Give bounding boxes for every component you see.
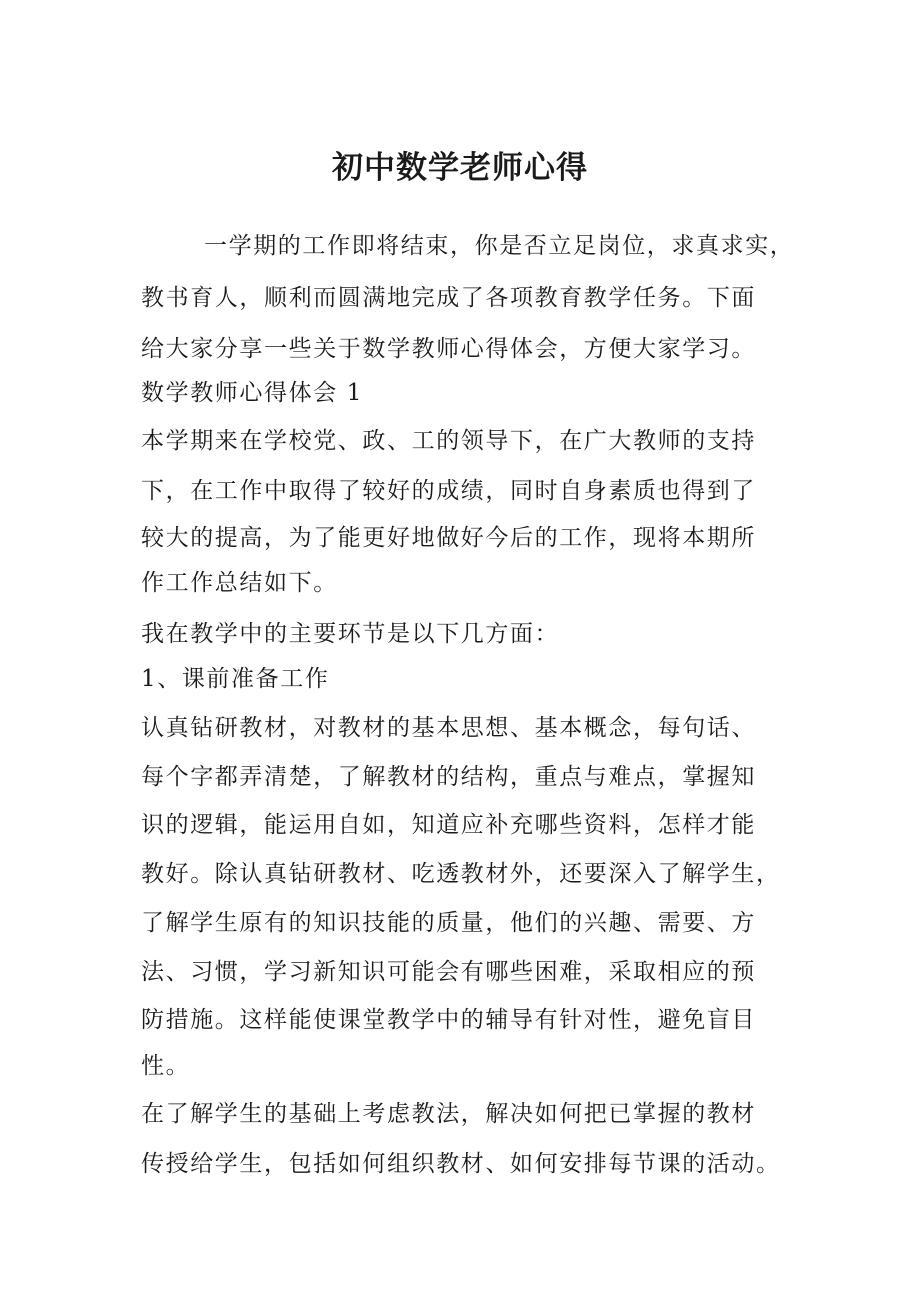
subsection-heading: 1、课前准备工作 — [141, 666, 330, 692]
paragraph-line: 教好。除认真钻研教材、吃透教材外，还要深入了解学生， — [141, 861, 781, 887]
paragraph-line: 防措施。这样能使课堂教学中的辅导有针对性，避免盲目 — [141, 1007, 756, 1033]
paragraph-line: 我在教学中的主要环节是以下几方面： — [141, 621, 560, 647]
section-heading: 数学教师心得体会 1 — [141, 380, 363, 406]
paragraph-line: 作工作总结如下。 — [141, 570, 338, 596]
paragraph-line: 法、习惯，学习新知识可能会有哪些困难，采取相应的预 — [141, 959, 756, 985]
paragraph-line: 下，在工作中取得了较好的成绩，同时自身素质也得到了 — [141, 478, 756, 504]
paragraph-line: 在了解学生的基础上考虑教法，解决如何把已掌握的教材 — [141, 1101, 756, 1127]
paragraph-line: 性。 — [141, 1053, 191, 1079]
intro-line-2: 教书育人，顺利而圆满地完成了各项教育教学任务。下面 — [141, 285, 756, 311]
paragraph-line: 本学期来在学校党、政、工的领导下，在广大教师的支持 — [141, 428, 756, 454]
document-title: 初中数学老师心得 — [332, 150, 588, 186]
paragraph-line: 认真钻研教材，对教材的基本思想、基本概念，每句话、 — [141, 715, 756, 741]
paragraph-line: 较大的提高，为了能更好地做好今后的工作，现将本期所 — [141, 525, 756, 551]
paragraph-line: 每个字都弄清楚，了解教材的结构，重点与难点，掌握知 — [141, 764, 756, 790]
intro-line-3: 给大家分享一些关于数学教师心得体会，方便大家学习。 — [141, 336, 756, 362]
paragraph-line: 识的逻辑，能运用自如，知道应补充哪些资料，怎样才能 — [141, 812, 756, 838]
intro-line-1: 一学期的工作即将结束，你是否立足岗位，求真求实， — [204, 233, 795, 259]
paragraph-line: 传授给学生，包括如何组织教材、如何安排每节课的活动。 — [141, 1151, 781, 1177]
paragraph-line: 了解学生原有的知识技能的质量，他们的兴趣、需要、方 — [141, 910, 756, 936]
